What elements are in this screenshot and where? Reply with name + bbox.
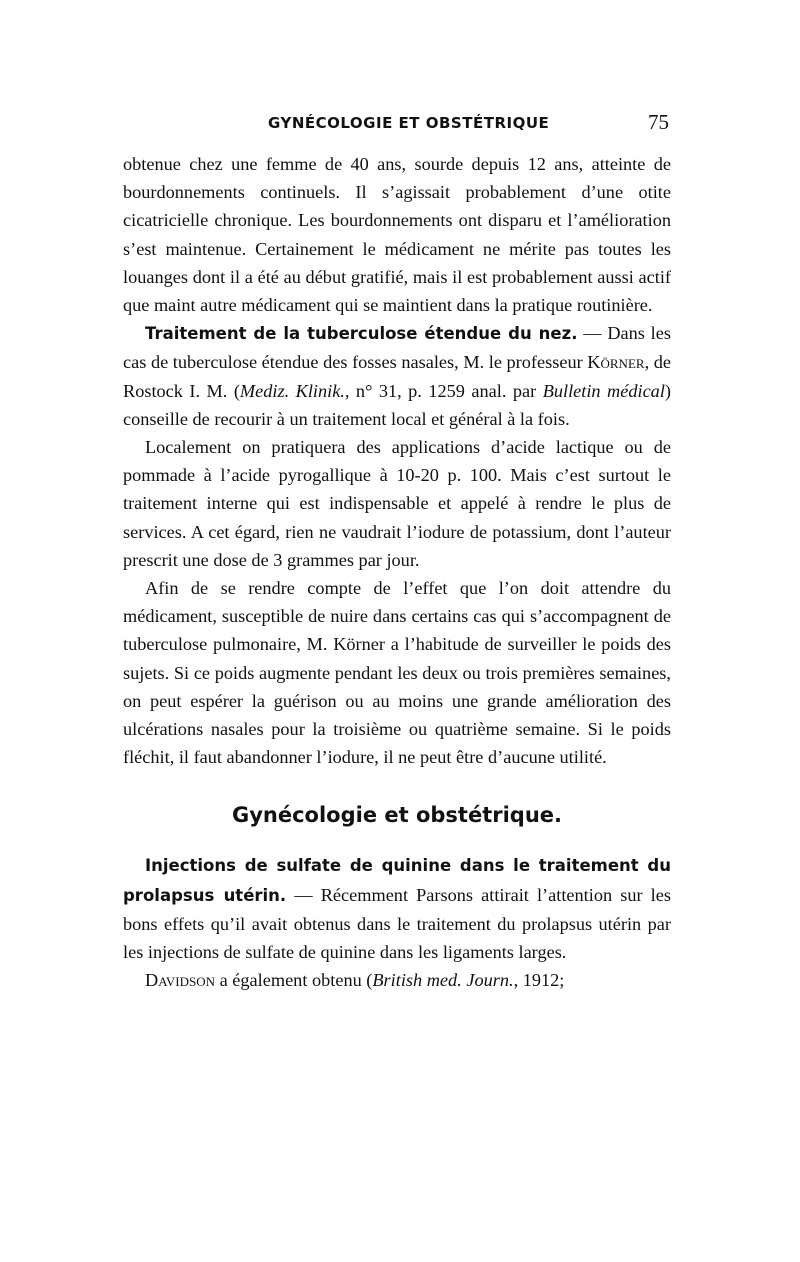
page-body	[123, 150, 671, 994]
paragraph-weight-monitoring: Afin de se rendre compte de l’effet que l’on doit attendre du médicament, susceptible de nuire dans certains cas qui s’accompagnent de tuberculose pulmonaire, M. Körner a l’habitude de surveiller le poids des sujets. Si ce poids augmente pendant les deux ou trois premières semaines, on peut espérer la guérison ou au moins une grande amélioration des ulcérations nasales pour la troisième ou quatrième semaine. Si le poids fléchit, il faut abandonner l’iodure, il ne peut être d’aucune utilité.	[123, 578, 671, 768]
paragraph-quinine-injections	[123, 851, 671, 966]
source-citation: Bulletin médical	[542, 380, 665, 401]
paragraph-text: , n° 31, p. 1259 anal. par	[344, 380, 543, 401]
paragraph-text: ) conseille de recourir à un traitement local et général à la fois.	[123, 380, 671, 429]
paragraph-local-treatment: Localement on pratiquera des applications d’acide lactique ou de pommade à l’acide pyrogallique à 10-20 p. 100. Mais c’est surtout le traitement interne qui est indispensable et appelé à rendre le plus de services. A cet égard, rien ne vaudrait l’iodure de potassium, dont l’auteur prescrit une dose de 3 grammes par jour.	[123, 437, 671, 570]
paragraph-title: Traitement de la tuberculose étendue du nez.	[145, 324, 578, 344]
author-name: Davidson	[145, 970, 216, 991]
paragraph-title: Injections de sulfate de quinine dans le traitement du prolapsus utérin.	[123, 856, 671, 905]
source-citation: Mediz. Klinik.	[239, 380, 345, 401]
paragraph-text: , 1912;	[513, 970, 565, 991]
paragraph-continuation: obtenue chez une femme de 40 ans, sourde depuis 12 ans, atteinte de bourdonnements continuels. Il s’agissait probablement d’une otite cicatricielle chronique. Les bourdonnements ont disparu et l’amélioration s’est maintenue. Certainement le médicament ne mérite pas toutes les louanges dont il a été au début gratifié, mais il est probablement aussi actif que maint autre médicament qui se maintient dans la pratique routinière.	[123, 154, 671, 316]
paragraph-davidson	[123, 966, 671, 994]
page-number: 75	[648, 110, 669, 134]
author-name: Körner	[587, 352, 645, 373]
paragraph-text: — Dans les cas de tuberculose étendue des fosses nasales, M. le professeur	[123, 323, 671, 373]
paragraph-text: — Récemment Parsons attirait l’attention sur les bons effets qu’il avait obtenus dans le traitement du prolapsus utérin par les injections de sulfate de quinine dans les ligaments larges.	[123, 884, 671, 963]
running-title: GYNÉCOLOGIE ET OBSTÉTRIQUE	[268, 114, 550, 132]
paragraph-text: , de Rostock I. M. (	[123, 352, 671, 401]
section-heading: Gynécologie et obstétrique.	[231, 803, 563, 828]
source-citation: British med. Journ.	[372, 970, 514, 991]
paragraph-nasal-tuberculosis	[123, 319, 671, 433]
paragraph-text: a également obtenu (	[215, 970, 373, 991]
running-head	[0, 110, 800, 138]
